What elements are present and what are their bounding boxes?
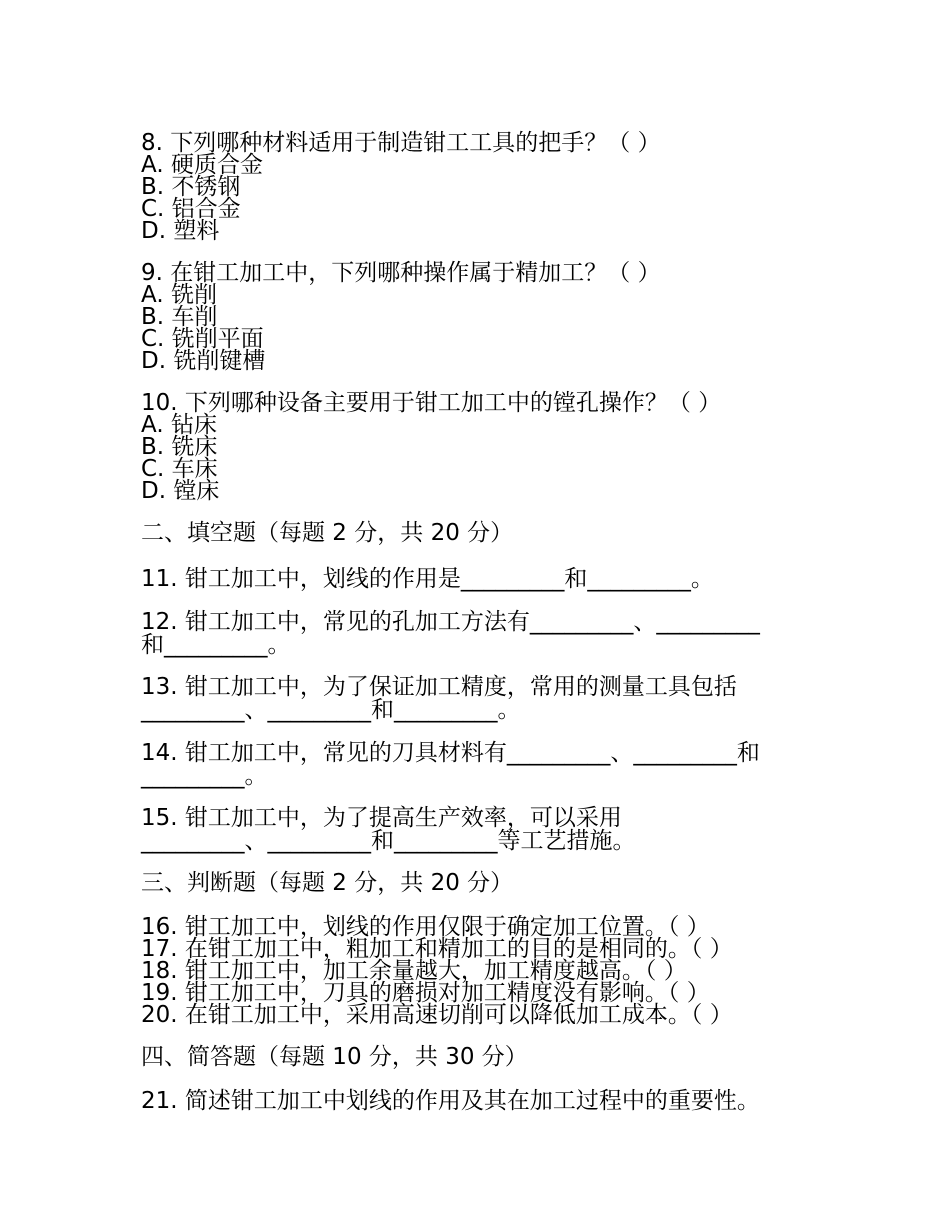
q12-line-1: 12. 钳工加工中，常见的孔加工方法有_________、_________ xyxy=(141,609,760,635)
q14-line-2: _________。 xyxy=(141,763,268,789)
q11-line-1: 11. 钳工加工中，划线的作用是_________和_________。 xyxy=(141,566,714,592)
q10-option-c: C. 车床 xyxy=(141,456,218,482)
q15-line-1: 15. 钳工加工中，为了提高生产效率，可以采用 xyxy=(141,805,622,831)
q19: 19. 钳工加工中，刀具的磨损对加工精度没有影响。（ ） xyxy=(141,980,710,1006)
q10-option-a: A. 钻床 xyxy=(141,412,217,438)
q9-stem: 9. 在钳工加工中，下列哪种操作属于精加工？（ ） xyxy=(141,260,661,286)
q8-option-c: C. 铝合金 xyxy=(141,196,241,222)
q8-stem: 8. 下列哪种材料适用于制造钳工工具的把手？（ ） xyxy=(141,130,661,156)
q8-option-a: A. 硬质合金 xyxy=(141,152,263,178)
q8-option-d: D. 塑料 xyxy=(141,218,220,244)
q13-line-1: 13. 钳工加工中，为了保证加工精度，常用的测量工具包括 xyxy=(141,674,737,700)
q18: 18. 钳工加工中，加工余量越大，加工精度越高。（ ） xyxy=(141,958,687,984)
q9-option-b: B. 车削 xyxy=(141,304,218,330)
q17: 17. 在钳工加工中，粗加工和精加工的目的是相同的。（ ） xyxy=(141,936,733,962)
q13-line-2: _________、_________和_________。 xyxy=(141,697,521,723)
q21: 21. 简述钳工加工中划线的作用及其在加工过程中的重要性。 xyxy=(141,1088,760,1114)
section3-heading: 三、判断题（每题 2 分，共 20 分） xyxy=(141,870,514,896)
q8-option-b: B. 不锈钢 xyxy=(141,174,241,200)
q16: 16. 钳工加工中，划线的作用仅限于确定加工位置。（ ） xyxy=(141,914,710,940)
q20: 20. 在钳工加工中，采用高速切削可以降低加工成本。（ ） xyxy=(141,1002,733,1028)
q9-option-a: A. 铣削 xyxy=(141,282,217,308)
section4-heading: 四、简答题（每题 10 分，共 30 分） xyxy=(141,1044,528,1070)
q12-line-2: 和_________。 xyxy=(141,632,291,658)
q9-option-c: C. 铣削平面 xyxy=(141,326,264,352)
q14-line-1: 14. 钳工加工中，常见的刀具材料有_________、_________和 xyxy=(141,740,760,766)
q10-stem: 10. 下列哪种设备主要用于钳工加工中的镗孔操作？（ ） xyxy=(141,390,722,416)
q15-line-2: _________、_________和_________等工艺措施。 xyxy=(141,828,636,854)
q10-option-d: D. 镗床 xyxy=(141,478,220,504)
section2-heading: 二、填空题（每题 2 分，共 20 分） xyxy=(141,520,514,546)
q9-option-d: D. 铣削键槽 xyxy=(141,348,266,374)
q10-option-b: B. 铣床 xyxy=(141,434,218,460)
